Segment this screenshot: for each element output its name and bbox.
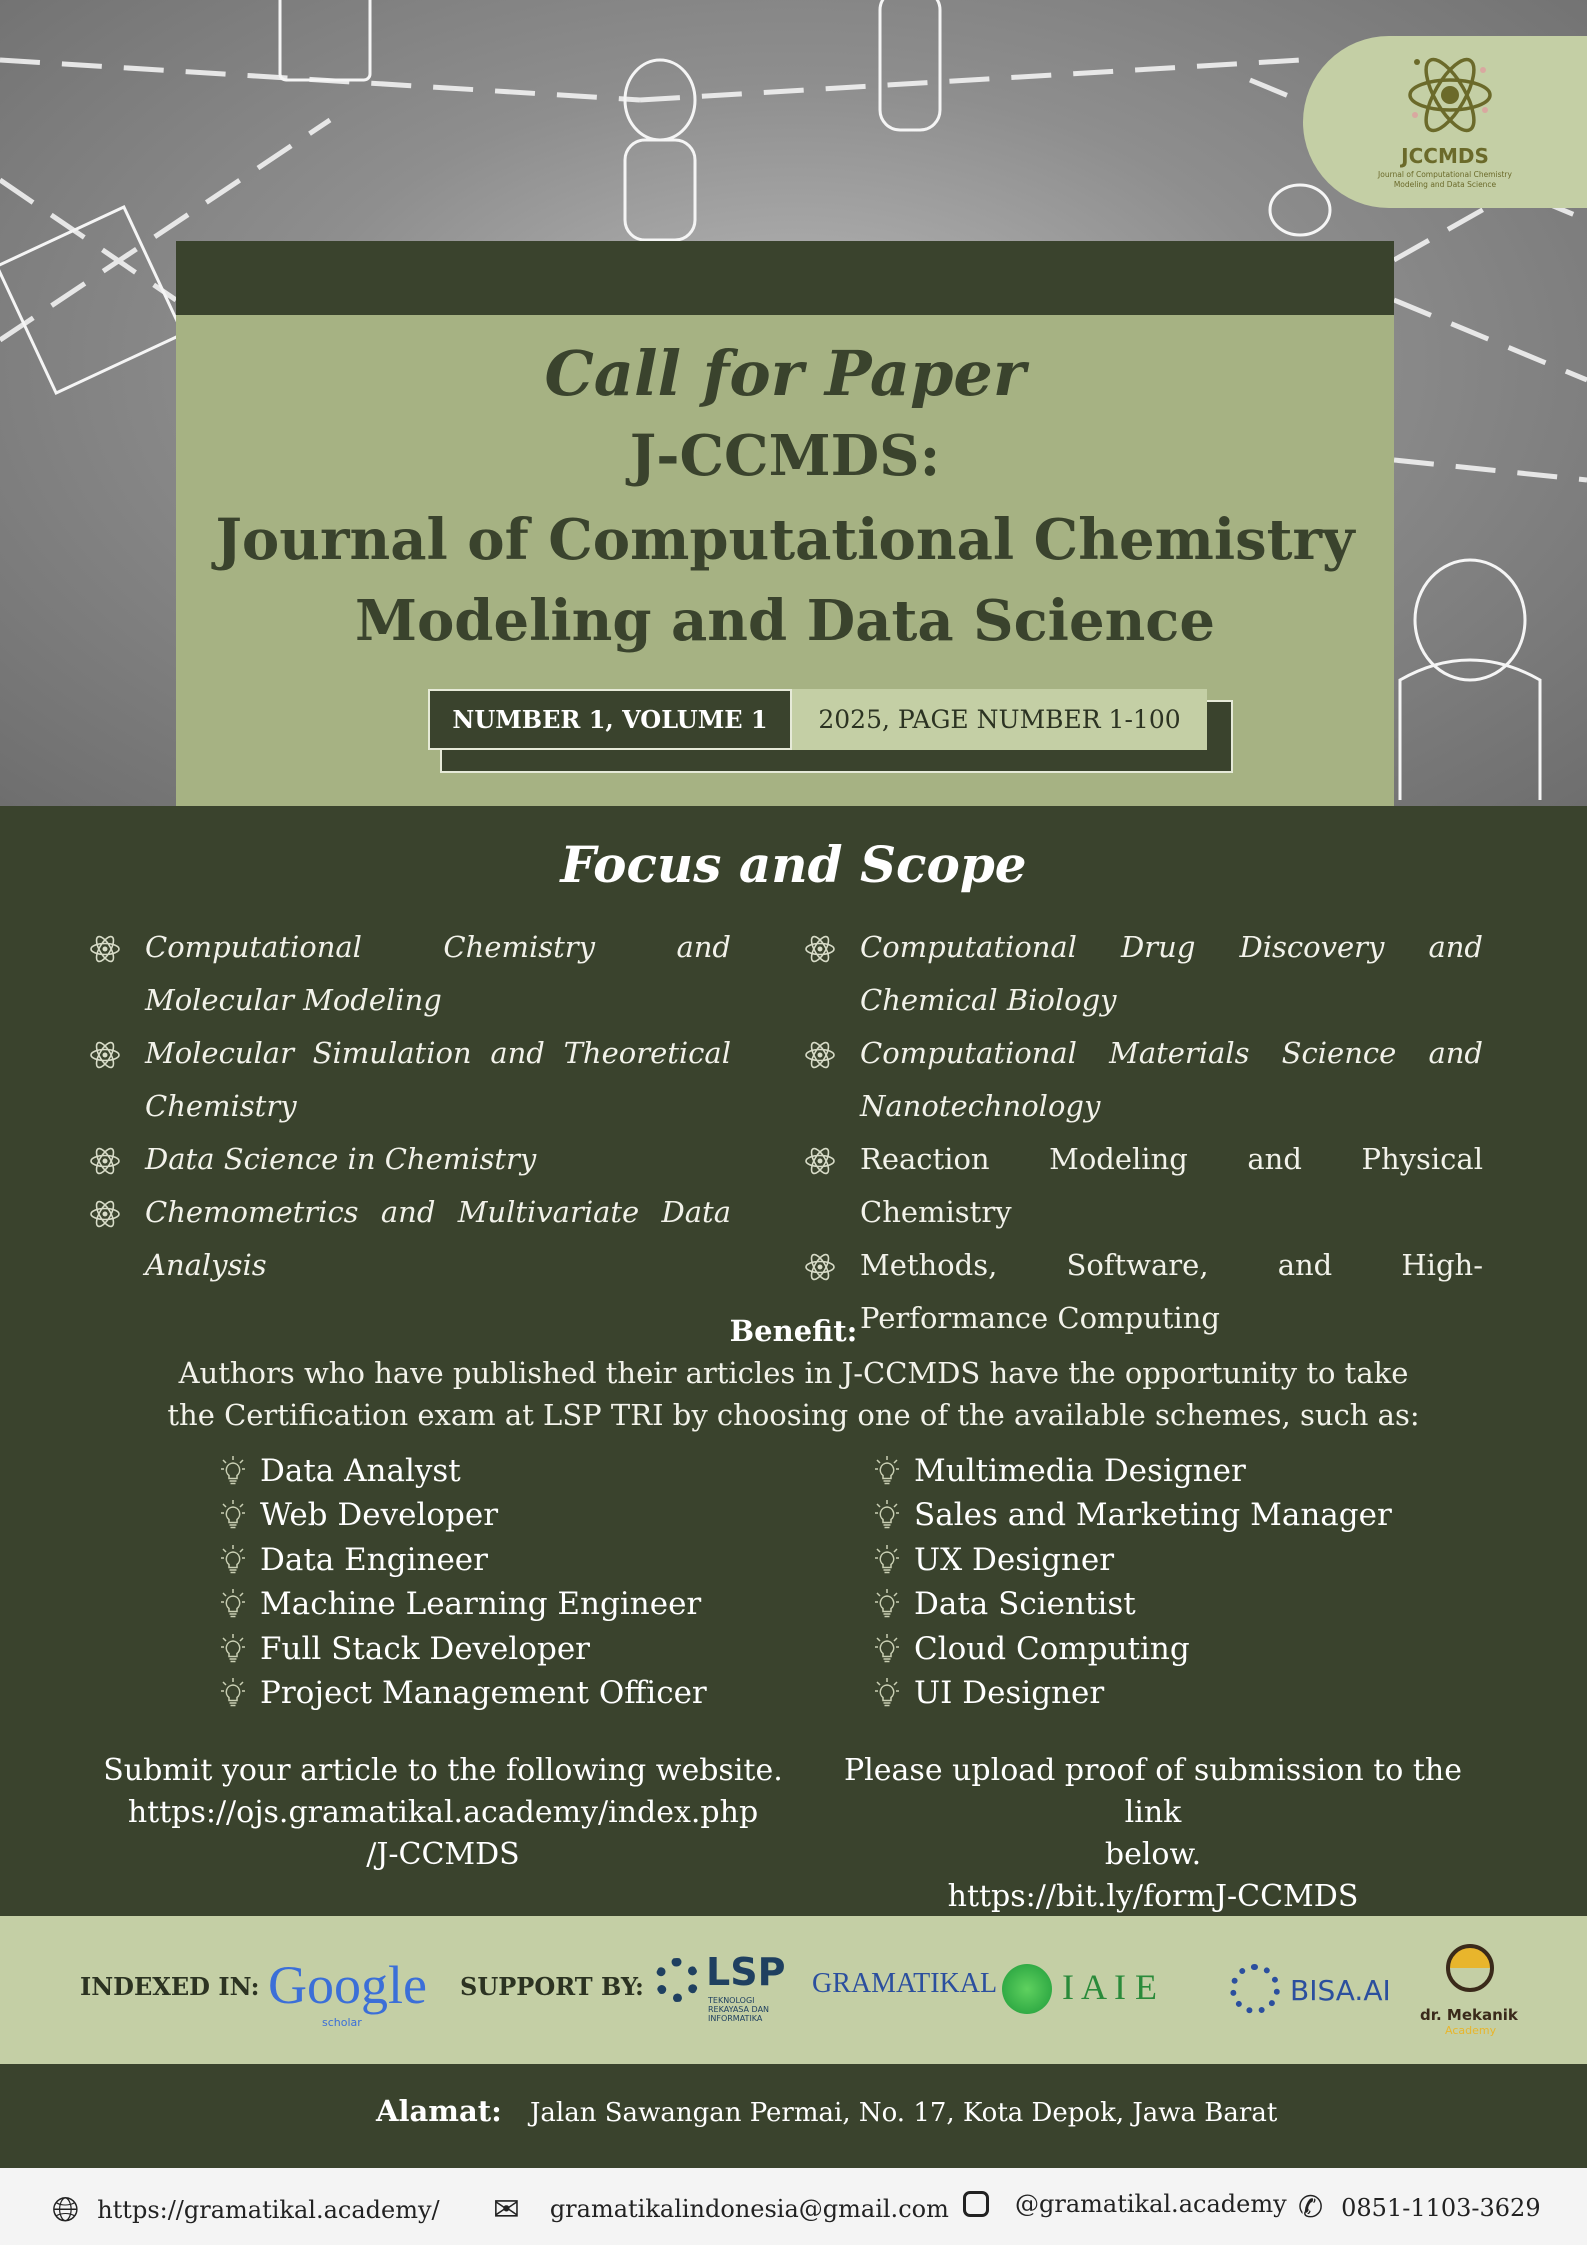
iaie-emblem-icon <box>1002 1964 1052 2014</box>
issue-pages: 2025, PAGE NUMBER 1-100 <box>792 689 1207 750</box>
atom-icon <box>804 1145 836 1177</box>
atom-icon <box>804 1039 836 1071</box>
instagram-icon <box>963 2191 989 2217</box>
atom-logo-icon <box>1405 50 1495 140</box>
email-contact[interactable] <box>493 2190 949 2228</box>
phone-icon: ✆ <box>1298 2190 1324 2225</box>
indexed-support-band <box>0 1916 1587 2064</box>
cert-label: Full Stack Developer <box>260 1630 590 1667</box>
globe-icon: 🌐︎ <box>52 2190 80 2230</box>
lightbulb-icon <box>874 1633 900 1663</box>
google-text: Google <box>268 1955 427 2015</box>
cert-label: Data Scientist <box>914 1586 1136 1623</box>
scope-item-label: Reaction Modeling and Physical Chemistry <box>860 1142 1483 1229</box>
scope-item-label: Data Science in Chemistry <box>145 1142 537 1176</box>
website-contact[interactable] <box>52 2190 440 2230</box>
lightbulb-icon <box>874 1499 900 1529</box>
lightbulb-icon <box>220 1499 246 1529</box>
indexed-label: INDEXED IN: <box>80 1972 260 2001</box>
benefit-title: Benefit: <box>729 1314 858 1348</box>
scholar-text: scholar <box>322 2016 362 2029</box>
lightbulb-icon <box>220 1455 246 1485</box>
lsp-subtitle: TEKNOLOGI REKAYASA DAN INFORMATIKA <box>708 1996 770 2023</box>
scope-item <box>860 1133 1483 1239</box>
lightbulb-icon <box>220 1677 246 1707</box>
cert-item <box>220 1538 707 1582</box>
lsp-logo: LSP <box>706 1950 786 1994</box>
address-label: Alamat: <box>376 2094 502 2128</box>
title-top-bar <box>176 241 1394 315</box>
cert-list-left <box>220 1449 707 1715</box>
bisa-logo: BISA.AI <box>1290 1974 1391 2007</box>
cert-item <box>874 1627 1392 1671</box>
mekanik-logo: dr. Mekanik <box>1420 2006 1518 2024</box>
scope-list-right <box>860 921 1483 1345</box>
journal-acronym: J-CCMDS: <box>629 423 941 489</box>
scope-item-label: Molecular Simulation and Theoretical Chemistry <box>145 1036 731 1123</box>
scope-item-label: Methods, Software, and High-Performance Computing <box>860 1248 1483 1335</box>
journal-title-1: Journal of Computational Chemistry <box>215 507 1355 573</box>
scope-item <box>860 1027 1483 1133</box>
helmet-icon <box>1446 1944 1494 1992</box>
cert-label: UX Designer <box>914 1541 1115 1578</box>
instagram-contact[interactable] <box>963 2190 1287 2218</box>
focus-scope-title: Focus and Scope <box>560 835 1027 894</box>
atom-icon <box>89 933 121 965</box>
cert-item <box>220 1449 707 1493</box>
upload-text: Please upload proof of submission to the link <box>844 1753 1462 1830</box>
lightbulb-icon <box>220 1588 246 1618</box>
benefit-text-1: Authors who have published their articles in J-CCMDS have the opportunity to take <box>178 1356 1409 1390</box>
journal-title-2: Modeling and Data Science <box>354 588 1216 654</box>
scope-item-label: Computational Drug Discovery and Chemical Biology <box>860 930 1483 1017</box>
issue-number: NUMBER 1, VOLUME 1 <box>428 689 792 750</box>
contact-footer <box>0 2168 1587 2245</box>
submit-link-cont[interactable]: /J-CCMDS <box>366 1837 520 1872</box>
scope-item <box>145 1186 731 1292</box>
scope-item-label: Computational Materials Science and Nanotechnology <box>860 1036 1483 1123</box>
scope-item <box>145 1133 731 1186</box>
journal-logo <box>1303 36 1587 208</box>
scope-item <box>860 921 1483 1027</box>
cert-label: Machine Learning Engineer <box>260 1586 702 1623</box>
logo-name: JCCMDS <box>1401 144 1489 168</box>
cert-item <box>220 1671 707 1715</box>
cert-item <box>220 1627 707 1671</box>
mekanik-subtitle: Academy <box>1445 2024 1497 2037</box>
cert-item <box>874 1582 1392 1626</box>
lightbulb-icon <box>874 1677 900 1707</box>
upload-info <box>813 1750 1493 1918</box>
email-icon: ✉ <box>493 2190 520 2228</box>
submit-text: Submit your article to the following website. <box>103 1753 783 1788</box>
lightbulb-icon <box>874 1544 900 1574</box>
cert-label: Data Engineer <box>260 1541 488 1578</box>
upload-text-2: below. <box>1104 1837 1202 1872</box>
logo-subtitle <box>1303 170 1587 190</box>
iaie-logo: I A I E <box>1062 1967 1157 2007</box>
cert-label: Data Analyst <box>260 1453 461 1489</box>
scope-item-label: Chemometrics and Multivariate Data Analysis <box>145 1195 731 1282</box>
atom-icon <box>89 1145 121 1177</box>
cert-item <box>220 1493 707 1537</box>
upload-link[interactable]: https://bit.ly/formJ-CCMDS <box>947 1879 1359 1914</box>
google-scholar-logo <box>268 1954 427 2016</box>
scope-item <box>145 921 731 1027</box>
submit-info <box>103 1750 783 1876</box>
lightbulb-icon <box>874 1455 900 1485</box>
bisa-emblem-icon <box>1230 1964 1280 2014</box>
call-for-paper: Call for Paper <box>544 337 1026 410</box>
cert-item <box>874 1493 1392 1537</box>
benefit-section <box>0 1310 1587 1436</box>
lightbulb-icon <box>220 1633 246 1663</box>
cert-label: Sales and Marketing Manager <box>914 1497 1392 1534</box>
cert-item <box>874 1449 1392 1493</box>
issue-badge <box>428 689 1207 750</box>
cert-label: Multimedia Designer <box>914 1453 1246 1489</box>
scope-item <box>145 1027 731 1133</box>
scope-list-left <box>145 921 731 1292</box>
cert-item <box>874 1671 1392 1715</box>
cert-label: Cloud Computing <box>914 1630 1190 1667</box>
gear-icon <box>655 1958 699 2002</box>
address-value: Jalan Sawangan Permai, No. 17, Kota Depok, Jawa Barat <box>530 2098 1278 2128</box>
website-link[interactable]: https://gramatikal.academy/ <box>97 2196 440 2224</box>
lightbulb-icon <box>874 1588 900 1618</box>
phone-number[interactable]: 0851-1103-3629 <box>1341 2193 1541 2222</box>
scope-item-label: Computational Chemistry and Molecular Modeling <box>145 930 731 1017</box>
lightbulb-icon <box>220 1544 246 1574</box>
cert-item <box>220 1582 707 1626</box>
address-band <box>0 2064 1587 2168</box>
atom-icon <box>804 1251 836 1283</box>
cert-label: Web Developer <box>260 1497 499 1534</box>
cert-label: UI Designer <box>914 1675 1105 1712</box>
email-link[interactable]: gramatikalindonesia@gmail.com <box>549 2195 949 2223</box>
atom-icon <box>89 1039 121 1071</box>
submit-link[interactable]: https://ojs.gramatikal.academy/index.php <box>127 1795 759 1830</box>
logo-subtitle-1: Journal of Computational Chemistry <box>1378 170 1512 179</box>
gramatikal-logo: GRAMATIKAL <box>812 1968 998 1999</box>
instagram-link[interactable]: @gramatikal.academy <box>1015 2190 1287 2218</box>
logo-subtitle-2: Modeling and Data Science <box>1393 180 1497 189</box>
phone-contact[interactable] <box>1298 2190 1541 2225</box>
support-label: SUPPORT BY: <box>460 1972 644 2001</box>
cert-label: Project Management Officer <box>260 1675 707 1712</box>
cert-item <box>874 1538 1392 1582</box>
cert-list-right <box>874 1449 1392 1715</box>
atom-icon <box>89 1198 121 1230</box>
atom-icon <box>804 933 836 965</box>
benefit-text-2: the Certification exam at LSP TRI by choosing one of the available schemes, such as: <box>167 1398 1420 1432</box>
